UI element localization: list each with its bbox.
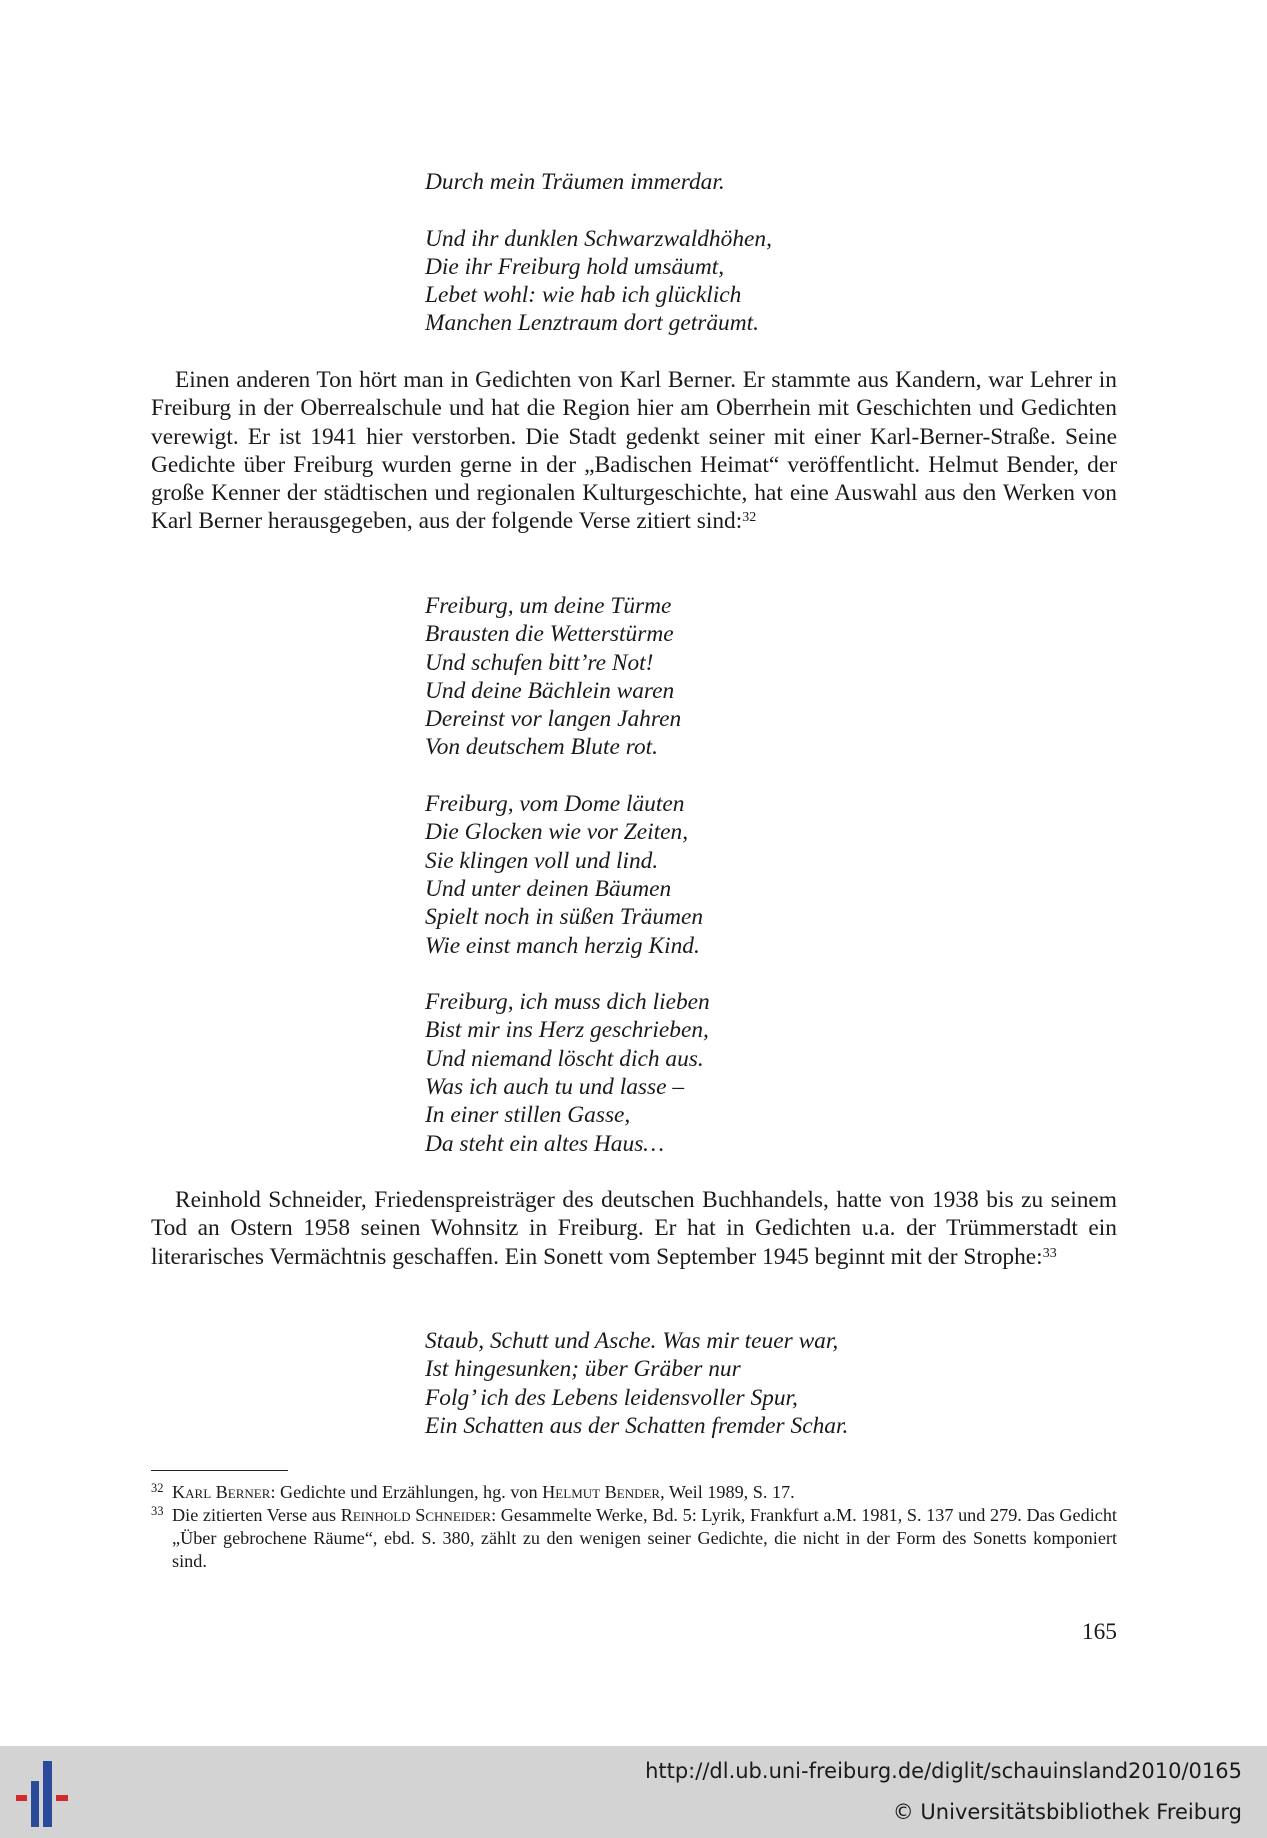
viewer-footer-bar	[0, 1746, 1267, 1838]
poem-line: Brausten die Wetterstürme	[425, 621, 674, 648]
poem-line: Folg’ ich des Lebens leidensvoller Spur,	[425, 1384, 798, 1411]
poem-stanza	[425, 1327, 1145, 1440]
poem-line: Sie klingen voll und lind.	[425, 847, 659, 874]
page-number: 165	[1081, 1619, 1117, 1645]
poem-line: Staub, Schutt und Asche. Was mir teuer war,	[425, 1328, 839, 1354]
poem-line: Wie einst manch herzig Kind.	[425, 932, 700, 959]
paragraph-karl-berner	[151, 366, 1117, 536]
footnote-32	[151, 1481, 1117, 1504]
poem-line: Und deine Bächlein waren	[425, 677, 675, 704]
poem-line: Und unter deinen Bäumen	[425, 875, 672, 902]
poem-line: Und ihr dunklen Schwarzwaldhöhen,	[425, 225, 772, 252]
poem-line: Die ihr Freiburg hold umsäumt,	[425, 253, 725, 280]
poem-line: Manchen Lenztraum dort geträumt.	[425, 310, 759, 337]
poem-stanza	[425, 168, 1145, 196]
poem-schneider-sonnet	[425, 1327, 1145, 1440]
footnote-author: Reinhold Schneider	[340, 1505, 492, 1525]
poem-continuation	[425, 168, 1145, 338]
poem-line: Spielt noch in süßen Träumen	[425, 904, 704, 931]
poem-line: Ein Schatten aus der Schatten fremder Schar.	[425, 1412, 849, 1439]
poem-line: Und niemand löscht dich aus.	[425, 1045, 704, 1072]
copyright-notice: © Universitätsbibliothek Freiburg	[892, 1800, 1242, 1824]
poem-line: Freiburg, vom Dome läuten	[425, 791, 685, 818]
footnote-text: : Gesammelte Werke, Bd. 5: Lyrik, Frankfurt a.M. 1981, S. 137 und 279. Das Gedicht „Über gebrochene Räume“, ebd. S. 380, zählt zu den wenigen seiner Gedichte, die nicht in der Form des Sonetts komponiert sind.	[172, 1505, 1117, 1571]
poem-line: Und schufen bitt’re Not!	[425, 649, 654, 676]
poem-stanza	[425, 790, 1145, 960]
footnote-author: Karl Berner	[172, 1482, 271, 1502]
poem-line: Ist hingesunken; über Gräber nur	[425, 1356, 741, 1383]
poem-line: Da steht ein altes Haus…	[425, 1130, 665, 1157]
poem-line: In einer stillen Gasse,	[425, 1102, 631, 1129]
poem-berner	[425, 592, 1145, 1158]
poem-line: Freiburg, ich muss dich lieben	[425, 989, 710, 1016]
poem-line: Bist mir ins Herz geschrieben,	[425, 1017, 709, 1044]
footnote-editor: Helmut Bender	[542, 1482, 661, 1502]
paragraph-text: Reinhold Schneider, Friedenspreisträger des deutschen Buchhandels, hatte von 1938 bis zu seinem Tod an Ostern 1958 seinen Wohnsitz in Freiburg. Er hat in Gedichten u.a. der Trümmerstadt ein literarisches Vermächtnis geschaffen. Ein Sonett vom September 1945 beginnt mit der Strophe:	[151, 1187, 1117, 1270]
poem-line: Von deutschem Blute rot.	[425, 734, 658, 761]
poem-line: Was ich auch tu und lasse –	[425, 1074, 685, 1101]
paragraph-text: Einen anderen Ton hört man in Gedichten von Karl Berner. Er stammte aus Kandern, war Lehrer in Freiburg in der Oberrealschule und hat die Region hier am Oberrhein mit Geschichten und Gedichten verewigt. Er ist 1941 hier verstorben. Die Stadt gedenkt seiner mit einer Karl-Berner-Straße. Seine Gedichte über Freiburg wurden gerne in der „Badischen Heimat“ veröffentlicht. Helmut Bender, der große Kenner der städtischen und regionalen Kulturgeschichte, hat eine Auswahl aus den Werken von Karl Berner herausgegeben, aus der folgende Verse zitiert sind:	[151, 367, 1117, 535]
poem-line: Durch mein Träumen immerdar.	[425, 169, 725, 195]
footnote-text: Die zitierten Verse aus	[172, 1505, 341, 1525]
poem-line: Freiburg, um deine Türme	[425, 593, 672, 619]
poem-line: Die Glocken wie vor Zeiten,	[425, 819, 689, 846]
footnote-33	[151, 1504, 1117, 1573]
footnote-divider	[151, 1470, 288, 1471]
footnotes	[151, 1481, 1117, 1573]
poem-stanza	[425, 592, 1145, 762]
ub-freiburg-logo-icon	[16, 1759, 78, 1829]
poem-stanza	[425, 988, 1145, 1158]
footnote-number: 32	[151, 1481, 164, 1495]
poem-line: Lebet wohl: wie hab ich glücklich	[425, 282, 742, 309]
footnote-text: : Gedichte und Erzählungen, hg. von	[270, 1482, 543, 1502]
poem-line: Dereinst vor langen Jahren	[425, 706, 682, 733]
footnote-ref-33: 33	[1042, 1245, 1057, 1261]
footnote-text: , Weil 1989, S. 17.	[660, 1482, 795, 1502]
document-url-link[interactable]: http://dl.ub.uni-freiburg.de/diglit/schauinsland2010/0165	[645, 1759, 1242, 1783]
footnote-ref-32: 32	[742, 510, 757, 526]
poem-stanza	[425, 225, 1145, 338]
footnote-number: 33	[151, 1504, 164, 1518]
paragraph-reinhold-schneider	[151, 1186, 1117, 1271]
